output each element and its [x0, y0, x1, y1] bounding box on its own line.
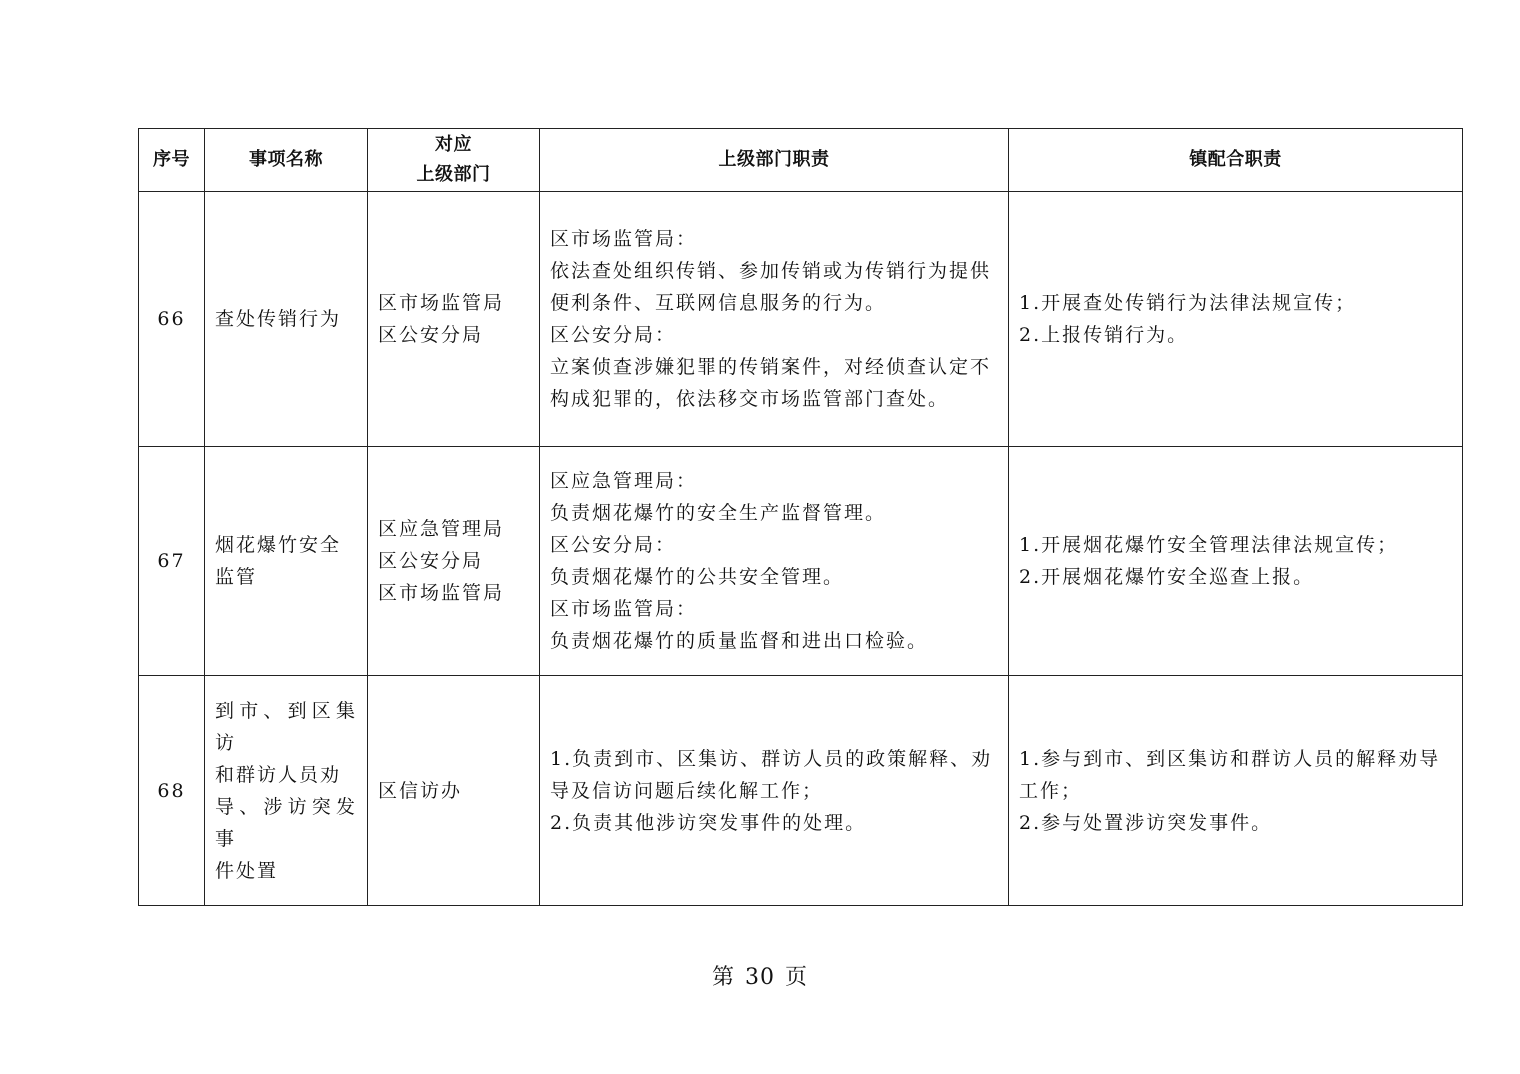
duty-line: 区公安分局：: [550, 324, 677, 346]
footer-suffix: 页: [785, 965, 809, 990]
duty-line: 1.负责到市、区集访、群访人员的政策解释、劝: [550, 747, 993, 770]
row-superior-dept: [368, 676, 540, 906]
name-line: 导、涉访突发事: [215, 795, 357, 850]
row-town-duty: [1009, 447, 1463, 676]
name-line: 查处传销行为: [215, 308, 342, 330]
name-line: 件处置: [215, 859, 279, 882]
header-seq: 序号: [139, 129, 205, 192]
duty-line: 负责烟花爆竹的安全生产监督管理。: [550, 502, 887, 524]
row-town-duty: [1009, 676, 1463, 906]
row-item-name: [205, 676, 368, 906]
table-row: [139, 447, 1463, 676]
header-dept-line1: 对应: [435, 134, 472, 155]
header-town-duty: 镇配合职责: [1009, 129, 1463, 192]
duty-line: 2.上报传销行为。: [1019, 324, 1189, 346]
row-town-duty: [1009, 192, 1463, 447]
duty-line: 导及信访问题后续化解工作；: [550, 779, 824, 802]
duty-line: 区应急管理局：: [550, 470, 698, 492]
page-footer: [0, 960, 1520, 991]
header-item-name: 事项名称: [205, 129, 368, 192]
name-line: 到市、到区集访: [215, 699, 357, 754]
table-row: [139, 192, 1463, 447]
row-item-name: [205, 192, 368, 447]
duty-line: 2.参与处置涉访突发事件。: [1019, 811, 1273, 834]
dept-line: 区应急管理局: [378, 518, 505, 540]
duty-line: 负责烟花爆竹的质量监督和进出口检验。: [550, 630, 929, 652]
dept-line: 区市场监管局: [378, 292, 505, 314]
dept-line: 区公安分局: [378, 550, 484, 572]
row-item-name: [205, 447, 368, 676]
table-header-row: [139, 129, 1463, 192]
name-line: 烟花爆竹安全: [215, 534, 342, 556]
row-superior-duty: [540, 676, 1009, 906]
name-line: 监管: [215, 566, 258, 588]
footer-prefix: 第: [711, 965, 735, 990]
row-superior-duty: [540, 192, 1009, 447]
dept-line: 区市场监管局: [378, 582, 505, 604]
duty-line: 1.参与到市、到区集访和群访人员的解释劝导: [1019, 747, 1441, 770]
row-seq: 68: [139, 676, 205, 906]
responsibility-table: [138, 128, 1463, 906]
dept-line: 区信访办: [378, 779, 463, 802]
duty-line: 构成犯罪的，依法移交市场监管部门查处。: [550, 388, 950, 410]
page-number: 30: [745, 965, 775, 990]
header-superior-dept: [368, 129, 540, 192]
duty-line: 1.开展烟花爆竹安全管理法律法规宣传；: [1019, 534, 1399, 556]
row-superior-dept: [368, 447, 540, 676]
duty-line: 1.开展查处传销行为法律法规宣传；: [1019, 292, 1357, 314]
name-line: 和群访人员劝: [215, 763, 342, 786]
duty-line: 负责烟花爆竹的公共安全管理。: [550, 566, 845, 588]
dept-line: 区公安分局: [378, 324, 484, 346]
duty-line: 便利条件、互联网信息服务的行为。: [550, 292, 887, 314]
duty-line: 区公安分局：: [550, 534, 677, 556]
row-superior-dept: [368, 192, 540, 447]
duty-line: 立案侦查涉嫌犯罪的传销案件，对经侦查认定不: [550, 356, 992, 378]
header-superior-duty: 上级部门职责: [540, 129, 1009, 192]
header-dept-line2: 上级部门: [416, 164, 491, 185]
duty-line: 区市场监管局：: [550, 228, 698, 250]
table-row: [139, 676, 1463, 906]
duty-line: 2.负责其他涉访突发事件的处理。: [550, 811, 867, 834]
duty-line: 工作；: [1019, 779, 1083, 802]
row-seq: 66: [139, 192, 205, 447]
duty-line: 2.开展烟花爆竹安全巡查上报。: [1019, 566, 1315, 588]
row-seq: 67: [139, 447, 205, 676]
duty-line: 区市场监管局：: [550, 598, 698, 620]
row-superior-duty: [540, 447, 1009, 676]
duty-line: 依法查处组织传销、参加传销或为传销行为提供: [550, 260, 992, 282]
